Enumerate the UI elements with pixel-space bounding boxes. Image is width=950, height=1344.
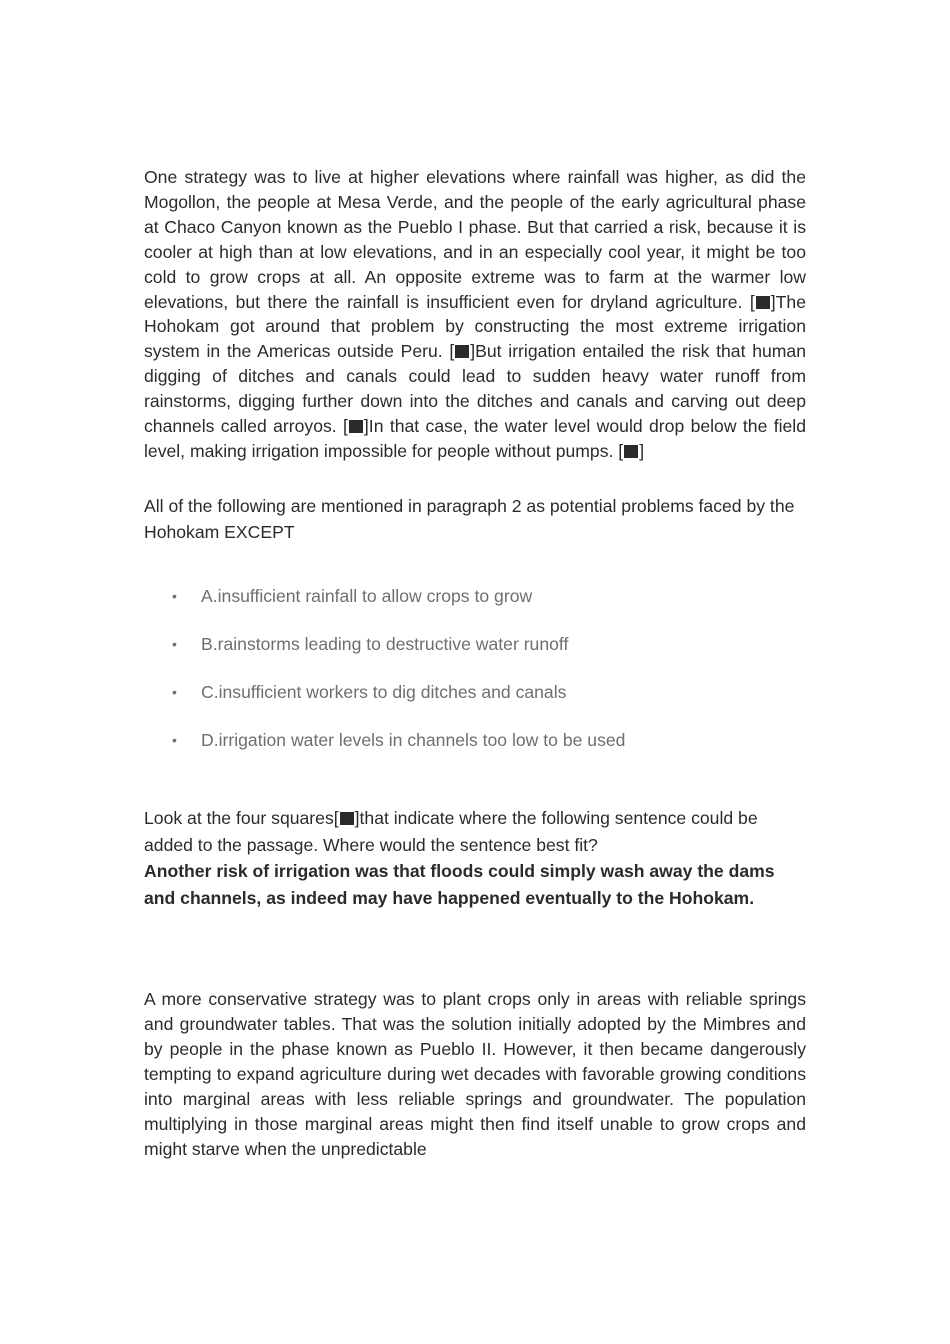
passage-text-4: ]In that case, the water level would drop below the field level, making irrigation impossible for people without pumps. [: [144, 416, 806, 461]
passage-paragraph: [144, 165, 806, 464]
insert-sentence: Another risk of irrigation was that floods could simply wash away the dams and channels, as indeed may have happened eventually to the Hohokam.: [144, 861, 775, 909]
passage-paragraph-2: A more conservative strategy was to plant crops only in areas with reliable springs and groundwater tables. That was the solution initially adopted by the Mimbres and by people in the phase known as Pueblo II. However, it then became dangerously tempting to expand agriculture during wet decades with favorable growing conditions into marginal areas with less reliable springs and groundwater. The population multiplying in those marginal areas might then find itself unable to grow crops and might starve when the unpredictable: [144, 989, 806, 1159]
insert-square-4[interactable]: [624, 445, 638, 458]
answer-option-a[interactable]: [144, 584, 806, 608]
option-label: D.irrigation water levels in channels too low to be used: [201, 729, 626, 750]
option-label: C.insufficient workers to dig ditches and canals: [201, 681, 567, 702]
passage-text-1: One strategy was to live at higher elevations where rainfall was higher, as did the Mogollon, the people at Mesa Verde, and the people of the early agricultural phase at Chaco Canyon known as the Pueblo I phase. But that carried a risk, because it is cooler at high than at low elevations, and in an especially cool year, it might be too cold to grow crops at all. An opposite extreme was to farm at the warmer low elevations, but there the rainfall is insufficient even for dryland agriculture. [: [144, 167, 806, 312]
answer-option-d[interactable]: [144, 728, 806, 752]
document-page: [144, 165, 806, 1161]
insert-question-prefix: Look at the four squares[: [144, 807, 339, 828]
answer-options: [144, 584, 806, 752]
bullet-icon: •: [172, 587, 177, 604]
square-marker-icon: [340, 812, 354, 825]
insert-sentence-question: [144, 805, 806, 912]
insert-square-3[interactable]: [349, 420, 363, 433]
passage-text-3: ]But irrigation entailed the risk that human digging of ditches and canals could lead to sudden heavy water runoff from rainstorms, digging further down into the ditches and canals and carving out deep channels called arroyos. [: [144, 341, 806, 437]
insert-square-2[interactable]: [455, 345, 469, 358]
answer-option-c[interactable]: [144, 680, 806, 704]
passage-text-2: ]The Hohokam got around that problem by constructing the most extreme irrigation system in the Americas outside Peru. [: [144, 291, 806, 362]
bullet-icon: •: [172, 731, 177, 748]
bullet-icon: •: [172, 635, 177, 652]
answer-option-b[interactable]: [144, 632, 806, 656]
bullet-icon: •: [172, 683, 177, 700]
option-label: B.rainstorms leading to destructive water runoff: [201, 633, 569, 654]
insert-question-suffix: ]that indicate where the following sentence could be added to the passage. Where would the sentence best fit?: [144, 807, 758, 855]
insert-square-1[interactable]: [756, 296, 770, 309]
question-stem: All of the following are mentioned in paragraph 2 as potential problems faced by the Hohokam EXCEPT: [144, 495, 795, 543]
passage-text-5: ]: [639, 440, 645, 461]
option-label: A.insufficient rainfall to allow crops to grow: [201, 585, 533, 606]
